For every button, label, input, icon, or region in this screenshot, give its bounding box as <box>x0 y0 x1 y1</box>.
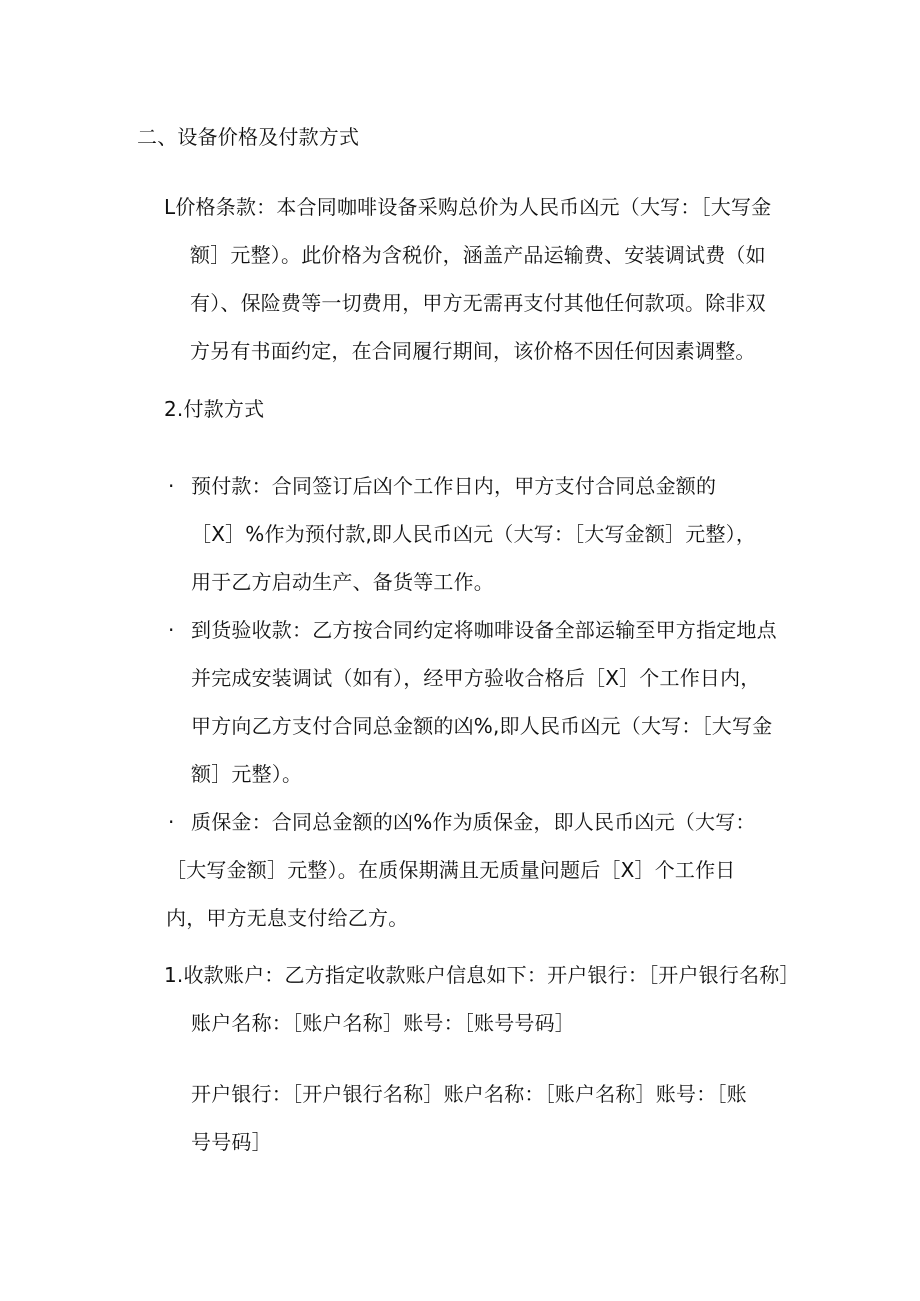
advance-line-2: ［X］%作为预付款,即人民币凶元（大写：［大写金额］元整）， <box>191 522 757 546</box>
bullet-icon: · <box>168 474 175 498</box>
delivery-line-3: 甲方向乙方支付合同总金额的凶%,即人民币凶元（大写：［大写金 <box>191 714 773 738</box>
account-line-3: 开户银行：［开户银行名称］账户名称：［账户名称］账号：［账 <box>191 1082 747 1106</box>
payment-method-title: 2.付款方式 <box>164 397 265 421</box>
account-line-2: 账户名称：［账户名称］账号：［账号号码］ <box>191 1011 575 1035</box>
price-clause-line-4: 方另有书面约定，在合同履行期间，该价格不因任何因素调整。 <box>190 339 756 363</box>
warranty-line-1: 质保金：合同总金额的凶%作为质保金，即人民币凶元（大写： <box>191 810 756 834</box>
account-line-4: 号号码］ <box>191 1130 272 1154</box>
warranty-line-3: 内，甲方无息支付给乙方。 <box>166 906 409 930</box>
account-line-1: 1.收款账户：乙方指定收款账户信息如下：开户银行：［开户银行名称］ <box>164 963 800 987</box>
bullet-icon: · <box>168 618 175 642</box>
delivery-line-1: 到货验收款：乙方按合同约定将咖啡设备全部运输至甲方指定地点 <box>191 618 777 642</box>
delivery-line-2: 并完成安装调试（如有），经甲方验收合格后［X］个工作日内， <box>191 666 761 690</box>
price-clause-line-1: L价格条款：本合同咖啡设备采购总价为人民币凶元（大写：［大写金 <box>164 195 772 219</box>
section-title: 二、设备价格及付款方式 <box>137 125 360 149</box>
advance-line-1: 预付款：合同签订后凶个工作日内，甲方支付合同总金额的 <box>191 474 717 498</box>
warranty-line-2: ［大写金额］元整）。在质保期满且无质量问题后［X］个工作日 <box>166 858 736 882</box>
advance-line-3: 用于乙方启动生产、备货等工作。 <box>191 570 494 594</box>
bullet-icon: · <box>168 810 175 834</box>
price-clause-line-3: 有）、保险费等一切费用，甲方无需再支付其他任何款项。除非双 <box>190 291 766 315</box>
delivery-line-4: 额］元整）。 <box>191 762 303 786</box>
price-clause-line-2: 额］元整）。此价格为含税价，涵盖产品运输费、安装调试费（如 <box>190 243 766 267</box>
